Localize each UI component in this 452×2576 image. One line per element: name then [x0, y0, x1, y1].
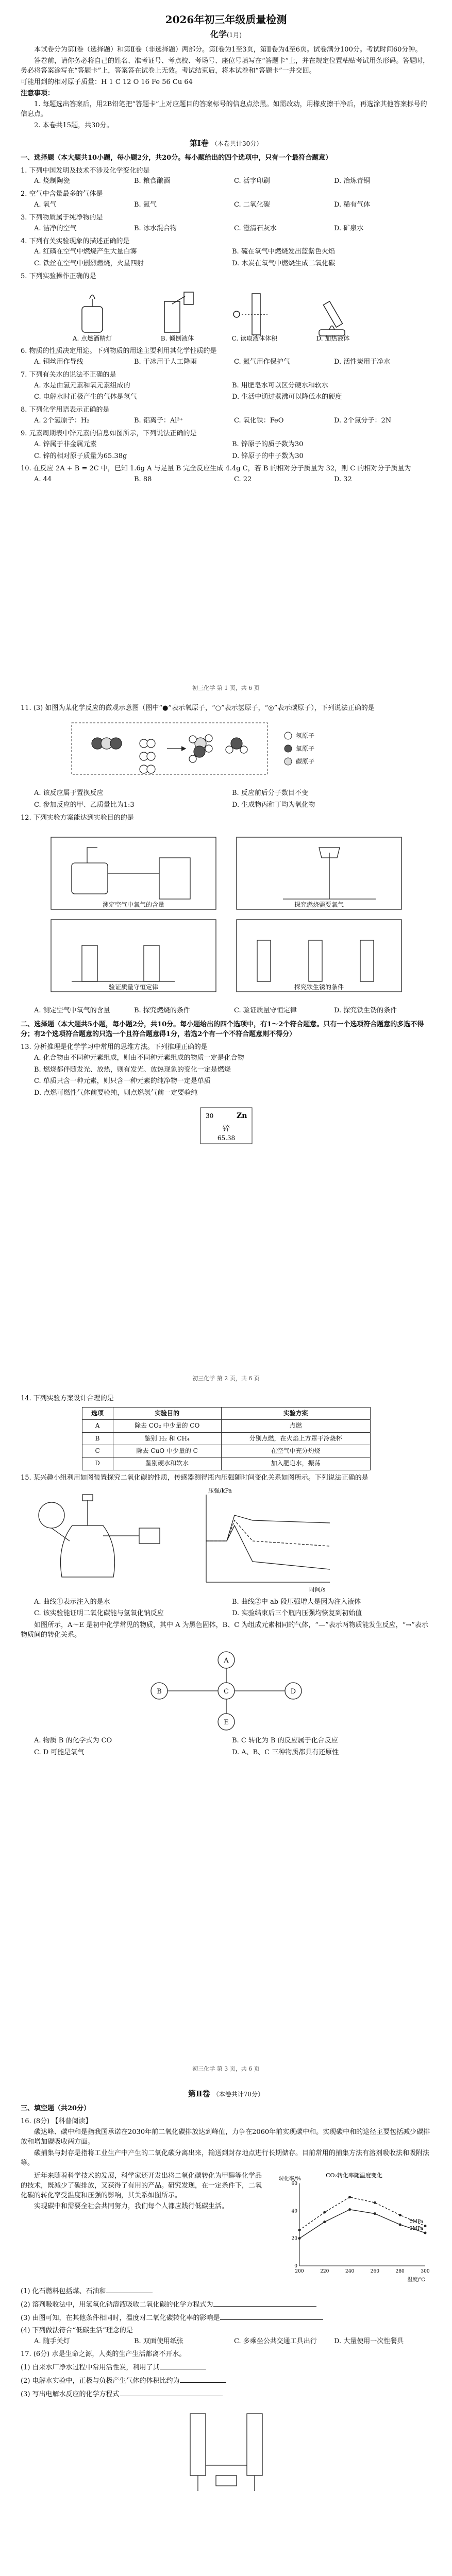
option: C. 二氧化碳: [234, 201, 270, 209]
option: C. D 可能是氧气: [34, 1748, 85, 1756]
y-tick-label: 0: [294, 2263, 297, 2269]
series-label: 3MPa: [410, 2226, 423, 2231]
question-4-options: [21, 247, 431, 269]
option: D. 实验结束后三个瓶内压强均恢复到初始值: [232, 1609, 362, 1618]
option: D. 2个氮分子：2N: [334, 417, 392, 425]
x-tick-label: 300: [421, 2268, 430, 2274]
option: A. 测定空气中氧气的含量: [34, 1007, 110, 1015]
option: C. 单质只含一种元素，则只含一种元素的纯净物一定是单质: [34, 1077, 211, 1086]
question-17: 17. (6分) 水是生命之源，人类的生产生活都离不开水。: [21, 2350, 186, 2359]
option: B. 反应前后分子数目不变: [232, 789, 308, 797]
section-3-header: 三、填空题（共20分）: [21, 2104, 91, 2112]
electrolysis-apparatus: [159, 2403, 293, 2496]
question-17-3: (3) 写出电解水反应的化学方程式: [21, 2389, 431, 2400]
page-footer: 初三化学 第 2 页，共 6 页: [192, 1375, 260, 1382]
option: A. 物质 B 的化学式为 CO: [34, 1737, 112, 1745]
option: B. 双面使用纸张: [134, 2337, 183, 2346]
question-16-4-options: [21, 2337, 431, 2347]
question-8: 8. 下列化学用语表示正确的是: [21, 406, 110, 414]
exam-page-2: [21, 701, 431, 1386]
option: B. 燃烧都伴随发光、放热，则有发光、放热现象的变化一定是燃烧: [34, 1065, 231, 1074]
question-9: 9. 元素周期表中锌元素的信息如图所示，下列说法正确的是: [21, 429, 197, 437]
passage: 实现碳中和需要全社会共同努力，我们每个人都应践行低碳生活。: [34, 2202, 229, 2211]
svg-text:锌: 锌: [222, 1125, 230, 1133]
question-6: 6. 物质的性质决定用途。下列物质的用途主要利用其化学性质的是: [21, 347, 217, 355]
question-11-options: [21, 789, 431, 810]
option: A. 2个氢原子：H₂: [34, 417, 90, 425]
option: A. 铜丝用作导线: [34, 358, 83, 366]
caption: 探究铁生锈的条件: [294, 984, 344, 991]
instruction-2: 答卷前，请你务必将自己的姓名、准考证号、考点校、考场号、座位号填写在“答题卡”上，并在规定位置粘贴考试用条形码。答题时，务必将答案涂写在“答题卡”上，答案答在试卷上无效。考试结束后，将本试卷和“答题卡”一并交回。: [21, 57, 430, 75]
x-tick-label: 220: [320, 2268, 329, 2274]
question-16-2: (2) 溶剂吸收法中，用氢氧化钠溶液吸收二氧化碳的化学方程式为: [21, 2300, 431, 2310]
question-10: 10. 在反应 2A + B = 2C 中，已知 1.6g A 与足量 B 完全反应生成 4.4g C，若 B 的相对分子质量为 32，则 C 的相对分子质量为: [21, 465, 411, 473]
axis-label: 时间/s: [309, 1586, 326, 1593]
data-point: [323, 2211, 326, 2213]
option-label: D. 加热液体: [316, 334, 349, 342]
x-tick-label: 280: [395, 2268, 405, 2274]
question-7-options: [21, 381, 431, 403]
passage: 近年来随着科学技术的发展，科学家还开发出将二氧化碳转化为甲醇等化学品的技术，既减少了碳排放，又获得了有用的产品。研究发现，在一定条件下，二氧化碳的转化率受温度和压强的影响，其关系如图所示。: [21, 2172, 262, 2199]
exam-title: 2026年初三年级质量检测: [165, 13, 287, 26]
option: B. 铝离子：Al³⁺: [134, 417, 183, 425]
node: D: [290, 1688, 296, 1696]
reaction-micro-diagram: [66, 718, 386, 785]
question-13-options: [21, 1054, 431, 1098]
option: D. 矿泉水: [334, 224, 364, 232]
question-10-options: [21, 475, 431, 485]
section-1-header: 一、选择题（本大题共10小题，每小题2分，共20分。每小题给出的四个选项中，只有一个最符合题意）: [21, 154, 332, 162]
section-2-header: 二、选择题（本大题共5小题，每小题2分，共10分。每小题给出的四个选项中，有1～2个符合题意。只有一个选项符合题意的多选不得分；有2个选项符合题意的只选一个且符合题意得1分，若选2个有一个不符合题意则不得分）: [21, 1021, 424, 1039]
data-point: [374, 2201, 376, 2204]
y-axis-label: 转化率/%: [279, 2176, 301, 2182]
question-16-1: (1) 化石燃料包括煤、石油和: [21, 2286, 431, 2297]
notice-1: 1. 每题选出答案后，用2B铅笔把“答题卡”上对应题目的答案标号的信息点涂黑。如需改动，用橡皮擦干净后，再选涂其他答案标号的信息点。: [21, 100, 427, 118]
option: C. 澄清石灰水: [234, 224, 277, 232]
legend-hydrogen: 氢原子: [295, 732, 314, 739]
table-row: A 除去 CO₂ 中少量的 CO 点燃: [82, 1420, 370, 1432]
option: D. A、B、C 三种物质都具有还原性: [232, 1748, 339, 1756]
data-point: [323, 2221, 326, 2223]
node: E: [223, 1719, 229, 1727]
x-tick-label: 200: [295, 2268, 304, 2274]
node: B: [156, 1688, 162, 1696]
conversion-rate-chart: [277, 2170, 431, 2283]
series-label: 5MPa: [410, 2219, 423, 2225]
option: A. 红磷在空气中燃烧产生大量白雾: [34, 248, 137, 256]
option: A. 洁净的空气: [34, 224, 77, 232]
option-label: C. 读取液体体积: [231, 334, 277, 342]
option: B. 曲线②中 ab 段压强增大是因为注入液体: [232, 1598, 361, 1606]
exam-page-4: [21, 2081, 431, 2576]
option: B. 冰水混合物: [134, 224, 177, 232]
zinc-element-cell: [195, 1103, 257, 1149]
question-17-2: (2) 电解水实验中，正极与负极产生气体的体积比约为: [21, 2376, 431, 2386]
table-row: B 鉴别 H₂ 和 CH₄ 分别点燃，在火焰上方罩干冷烧杯: [82, 1432, 370, 1445]
series-line: [299, 2209, 425, 2238]
question-8-options: [21, 416, 431, 426]
option: D. 活性炭用于净水: [334, 358, 391, 366]
question-5: 5. 下列实验操作正确的是: [21, 273, 96, 281]
data-point: [399, 2223, 401, 2226]
option: B. 探究燃烧的条件: [134, 1007, 190, 1015]
question-13: 13. 分析推理是化学学习中常用的思维方法。下列推理正确的是: [21, 1043, 208, 1051]
option: B. 用肥皂水可以区分硬水和软水: [232, 381, 328, 389]
legend-carbon: 碳原子: [295, 757, 314, 765]
option: B. 硫在氧气中燃烧发出蓝紫色火焰: [232, 248, 335, 256]
question-1-options: [21, 177, 431, 187]
exam-page-1: [21, 10, 431, 696]
question-2: 2. 空气中含量最多的气体是: [21, 190, 103, 198]
option: C. 氮气用作保护气: [234, 358, 290, 366]
data-point: [374, 2212, 376, 2215]
table-row: D 鉴别硬水和软水 加入肥皂水，振荡: [82, 1458, 370, 1470]
axis-label: 压强/kPa: [208, 1487, 232, 1494]
y-tick-label: 40: [291, 2209, 297, 2214]
data-point: [298, 2237, 301, 2240]
data-point: [424, 2231, 427, 2234]
option: D. 32: [334, 476, 352, 484]
option: D. 点燃可燃性气体前要验纯，则点燃氢气前一定要验纯: [34, 1089, 198, 1097]
lab-operations-figure: [61, 286, 391, 343]
option: D. 探究铁生锈的条件: [334, 1007, 397, 1015]
option: C. 该实验能证明二氧化碳能与氢氧化钠反应: [34, 1609, 164, 1618]
question-2-options: [21, 200, 431, 210]
option: C. 参加反应的甲、乙质量比为1:3: [34, 801, 135, 809]
table-row: C 除去 CuO 中少量的 C 在空气中充分灼烧: [82, 1445, 370, 1458]
option: D. 锌原子的中子数为30: [232, 452, 304, 460]
legend-oxygen: 氧原子: [295, 744, 314, 752]
question-3: 3. 下列物质属于纯净物的是: [21, 213, 103, 222]
notice-2: 2. 本卷共15题，共30分。: [34, 122, 113, 130]
node: A: [223, 1657, 229, 1665]
option-label: A. 点燃酒精灯: [72, 334, 112, 342]
option: C. 氧化铁：FeO: [234, 417, 284, 425]
question-17-1: (1) 自来水厂净水过程中常用活性炭，利用了其: [21, 2363, 431, 2373]
option: D. 木炭在氧气中燃烧生成二氧化碳: [232, 260, 336, 268]
option: C. 验证质量守恒定律: [234, 1007, 297, 1015]
caption: 探究燃烧需要氧气: [294, 901, 344, 909]
option: B. 干冰用于人工降雨: [134, 358, 197, 366]
part1-title: 第Ⅰ卷 （本卷共计30分）: [189, 138, 263, 148]
svg-text:65.38: 65.38: [217, 1134, 235, 1142]
data-point: [348, 2208, 351, 2211]
exam-subject: 化学(1月): [210, 29, 242, 39]
y-tick-label: 60: [291, 2181, 297, 2187]
x-tick-label: 240: [345, 2268, 355, 2274]
data-point: [298, 2229, 301, 2231]
page-footer: 初三化学 第 3 页，共 6 页: [192, 2065, 260, 2073]
caption: 测定空气中氧气的含量: [102, 901, 164, 909]
svg-text:Zn: Zn: [236, 1112, 247, 1121]
question-12: 12. 下列实验方案能达到实验目的的是: [21, 814, 134, 822]
atomic-masses: 可能用到的相对原子质量：H 1 C 12 O 16 Fe 56 Cu 64: [21, 78, 193, 86]
passage-with-chart: [21, 2170, 431, 2283]
option: A. 曲线①表示注入的是水: [34, 1598, 110, 1606]
option: A. 水是由氢元素和氧元素组成的: [34, 381, 130, 389]
question-14-table: 选项 实验目的 实验方案 A 除去 CO₂ 中少量的 CO 点燃 B 鉴别 H₂ 和 CH₄ 分别点燃，在火焰上方罩干冷烧杯 C 除去 CuO 中少量的 C 在空气中充分灼烧 D 鉴别硬水和软水 加入肥皂水，振荡: [82, 1407, 371, 1470]
conversion-intro: 如图所示，A～E 是初中化学常见的物质，其中 A 为黑色固体，B、C 为组成元素相同的气体，“—”表示两物质能发生反应，“→”表示物质间的转化关系。: [21, 1621, 428, 1639]
option: A. 氧气: [34, 201, 57, 209]
option: A. 化合物由不同种元素组成，则由不同种元素组成的物质一定是化合物: [34, 1054, 244, 1062]
experiment-schemes-figure: [41, 827, 412, 1002]
option: D. 生成物丙和丁均为氧化物: [232, 801, 315, 809]
data-point: [399, 2214, 401, 2216]
option: C. 电解水时正极产生的气体是氢气: [34, 393, 137, 401]
option: D. 生活中通过煮沸可以降低水的硬度: [232, 393, 342, 401]
question-4: 4. 下列有关实验现象的描述正确的是: [21, 237, 130, 245]
option: A. 烧制陶瓷: [34, 177, 70, 185]
conversion-diagram: [118, 1645, 334, 1732]
option: C. 铁丝在空气中剧烈燃烧，火星四射: [34, 260, 144, 268]
y-tick-label: 20: [291, 2236, 297, 2242]
option: D. 大量使用一次性餐具: [334, 2337, 404, 2346]
option: B. C 转化为 B 的反应属于化合反应: [232, 1737, 338, 1745]
page-footer: 初三化学 第 1 页，共 6 页: [192, 685, 260, 692]
question-15-options: [21, 1598, 431, 1619]
option: B. 氮气: [134, 201, 157, 209]
question-11: 11. (3) 如图为某化学反应的微观示意图（图中“●”表示氧原子，“○”表示氢原子，“◎”表示碳原子），下列说法正确的是: [21, 704, 375, 712]
option-label: B. 倾倒液体: [160, 334, 194, 342]
question-16-options: [21, 1736, 431, 1758]
option: B. 粮食酿酒: [134, 177, 170, 185]
question-6-options: [21, 358, 431, 367]
question-16: 16. (8分) 【科普阅读】: [21, 2117, 92, 2125]
question-12-options: [21, 1006, 431, 1016]
option: B. 88: [134, 476, 152, 484]
option: D. 稀有气体: [334, 201, 371, 209]
data-point: [424, 2225, 427, 2227]
option: D. 冶炼青铜: [334, 177, 371, 185]
caption: 验证质量守恒定律: [108, 984, 158, 991]
option: C. 锌的相对原子质量为65.38g: [34, 452, 127, 460]
passage: 碳捕集与封存是指将工业生产中产生的二氧化碳分离出来，输送到封存地点进行长期储存。目前常用的捕集方法有溶剂吸收法和吸附法等。: [21, 2149, 430, 2167]
question-7: 7. 下列有关水的说法不正确的是: [21, 370, 116, 379]
notice-label: 注意事项：: [21, 89, 55, 97]
x-tick-label: 260: [370, 2268, 379, 2274]
question-15: 15. 某兴趣小组利用如图装置探究二氧化碳的性质，传感器测得瓶内压强随时间变化关系如图所示。下列说法正确的是: [21, 1473, 369, 1482]
option: A. 44: [34, 476, 52, 484]
option: C. 活字印刷: [234, 177, 270, 185]
question-1: 1. 下列中国发明及技术不涉及化学变化的是: [21, 166, 150, 175]
series-line: [299, 2197, 425, 2230]
question-16-4: (4) 下列做法符合“低碳生活”理念的是: [21, 2327, 133, 2335]
svg-text:30: 30: [205, 1112, 213, 1120]
chart-title: CO₂转化率随温度变化: [326, 2172, 382, 2179]
question-14: 14. 下列实验方案设计合理的是: [21, 1395, 114, 1402]
question-15-figures: [21, 1484, 431, 1598]
instruction: 本试卷分为第Ⅰ卷（选择题）和第Ⅱ卷（非选择题）两部分。第Ⅰ卷为1至3页，第Ⅱ卷为4至6页。试卷满分100分。考试时间60分钟。: [34, 46, 422, 54]
passage: 碳达峰、碳中和是指我国承诺在2030年前二氧化碳排放达到峰值，力争在2060年前实现碳中和。实现碳中和的途径主要包括减少碳排放和增加碳吸收两方面。: [21, 2128, 430, 2146]
option: A. 锌属于非金属元素: [34, 440, 97, 448]
data-point: [348, 2196, 351, 2198]
question-3-options: [21, 224, 431, 234]
pressure-curve-figure: [186, 1484, 340, 1598]
option: A. 该反应属于置换反应: [34, 789, 104, 797]
part2-title: 第Ⅱ卷 （本卷共计70分）: [188, 2089, 264, 2098]
co2-apparatus-figure: [21, 1484, 175, 1598]
node: C: [223, 1688, 229, 1696]
exam-page-3: [21, 1391, 431, 2076]
question-16-3: (3) 由图可知，在其他条件相同时，温度对二氧化碳转化率的影响是: [21, 2313, 431, 2324]
x-axis-label: 温度/℃: [407, 2277, 425, 2283]
option: C. 22: [234, 476, 252, 484]
question-9-options: [21, 440, 431, 462]
option: C. 多乘坐公共交通工具出行: [234, 2337, 317, 2346]
option: A. 随手关灯: [34, 2337, 70, 2346]
option: B. 锌原子的质子数为30: [232, 440, 304, 448]
